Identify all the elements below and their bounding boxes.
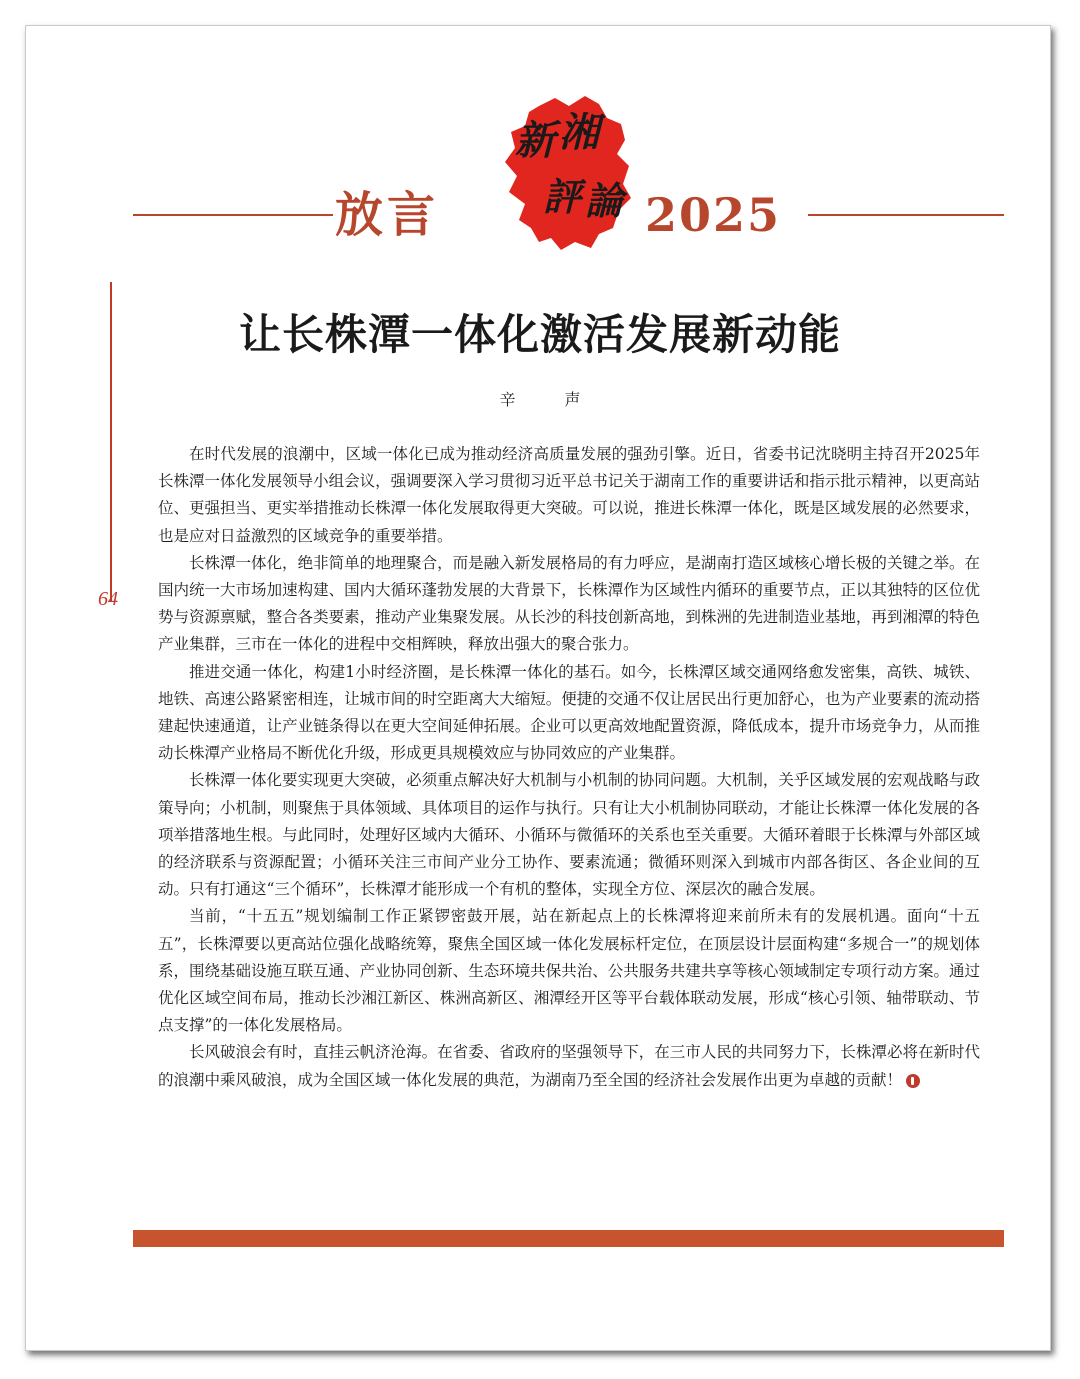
header-rule-right bbox=[808, 214, 1004, 216]
article-body bbox=[158, 441, 980, 1094]
column-name: 放言 bbox=[335, 187, 440, 243]
logo-char-3: 評 bbox=[543, 174, 582, 219]
logo-calligraphy bbox=[495, 92, 645, 256]
paragraph-5: 当前，“十五五”规划编制工作正紧锣密鼓开展，站在新起点上的长株潭将迎来前所未有的发展机遇。面向“十五五”，长株潭要以更高站位强化战略统筹，聚焦全国区域一体化发展标杆定位，在顶层设计层面构建“多规合一”的规划体系，围绕基础设施互联互通、产业协同创新、生态环境共保共治、公共服务共建共享等核心领域制定专项行动方案。通过优化区域空间布局，推动长沙湘江新区、株洲高新区、湘潭经开区等平台载体联动发展，形成“核心引领、轴带联动、节点支撑”的一体化发展格局。 bbox=[158, 907, 980, 1035]
bottom-bar bbox=[133, 1230, 1004, 1247]
paragraph-6 bbox=[158, 1039, 980, 1093]
paragraph-6-text: 长风破浪会有时，直挂云帆济沧海。在省委、省政府的坚强领导下，在三市人民的共同努力下，长株潭必将在新时代的浪潮中乘风破浪，成为全国区域一体化发展的典范，为湖南乃至全国的经济社会发展作出更为卓越的贡献！ bbox=[158, 1043, 980, 1089]
paragraph-2: 长株潭一体化，绝非简单的地理聚合，而是融入新发展格局的有力呼应，是湖南打造区域核心增长极的关键之举。在国内统一大市场加速构建、国内大循环蓬勃发展的大背景下，长株潭作为区域性内循环的重要节点，正以其独特的区位优势与资源禀赋，整合各类要素，推动产业集聚发展。从长沙的科技创新高地，到株洲的先进制造业基地，再到湘潭的特色产业集群，三市在一体化的进程中交相辉映，释放出强大的聚合张力。 bbox=[158, 553, 980, 654]
header-rule-left bbox=[133, 214, 333, 216]
paragraph-3: 推进交通一体化，构建1小时经济圈，是长株潭一体化的基石。如今，长株潭区域交通网络愈发密集，高铁、城铁、地铁、高速公路紧密相连，让城市间的时空距离大大缩短。便捷的交通不仅让居民出行更加舒心，也为产业要素的流动搭建起快速通道，让产业链条得以在更大空间延伸拓展。企业可以更高效地配置资源，降低成本，提升市场竞争力，从而推动长株潭产业格局不断优化升级，形成更具规模效应与协同效应的产业集群。 bbox=[158, 662, 980, 763]
logo-char-2: 湘 bbox=[559, 109, 599, 156]
page-number: 64 bbox=[98, 588, 118, 610]
article-title: 让长株潭一体化激活发展新动能 bbox=[238, 310, 841, 359]
logo-char-4: 論 bbox=[585, 178, 624, 223]
end-mark-icon bbox=[906, 1074, 920, 1088]
paragraph-1: 在时代发展的浪潮中，区域一体化已成为推动经济高质量发展的强劲引擎。近日，省委书记沈晓明主持召开2025年长株潭一体化发展领导小组会议，强调要深入学习贯彻习近平总书记关于湖南工作的重要讲话和指示批示精神，以更高站位、更强担当、更实举措推动长株潭一体化发展取得更大突破。可以说，推进长株潭一体化，既是区域发展的必然要求，也是应对日益激烈的区域竞争的重要举措。 bbox=[158, 445, 980, 545]
article-author: 辛 声 bbox=[499, 390, 603, 409]
hunan-map-logo bbox=[495, 92, 645, 252]
logo-char-1: 新 bbox=[515, 117, 555, 164]
header-year: 2025 bbox=[645, 188, 782, 242]
paragraph-4: 长株潭一体化要实现更大突破，必须重点解决好大机制与小机制的协同问题。大机制，关乎区域发展的宏观战略与政策导向；小机制，则聚焦于具体领域、具体项目的运作与执行。只有让大小机制协同联动，才能让长株潭一体化发展的各项举措落地生根。与此同时，处理好区域内大循环、小循环与微循环的关系也至关重要。大循环着眼于长株潭与外部区域的经济联系与资源配置；小循环关注三市间产业分工协作、要素流通；微循环则深入到城市内部各街区、各企业间的互动。只有打通这“三个循环”，长株潭才能形成一个有机的整体，实现全方位、深层次的融合发展。 bbox=[158, 771, 980, 899]
